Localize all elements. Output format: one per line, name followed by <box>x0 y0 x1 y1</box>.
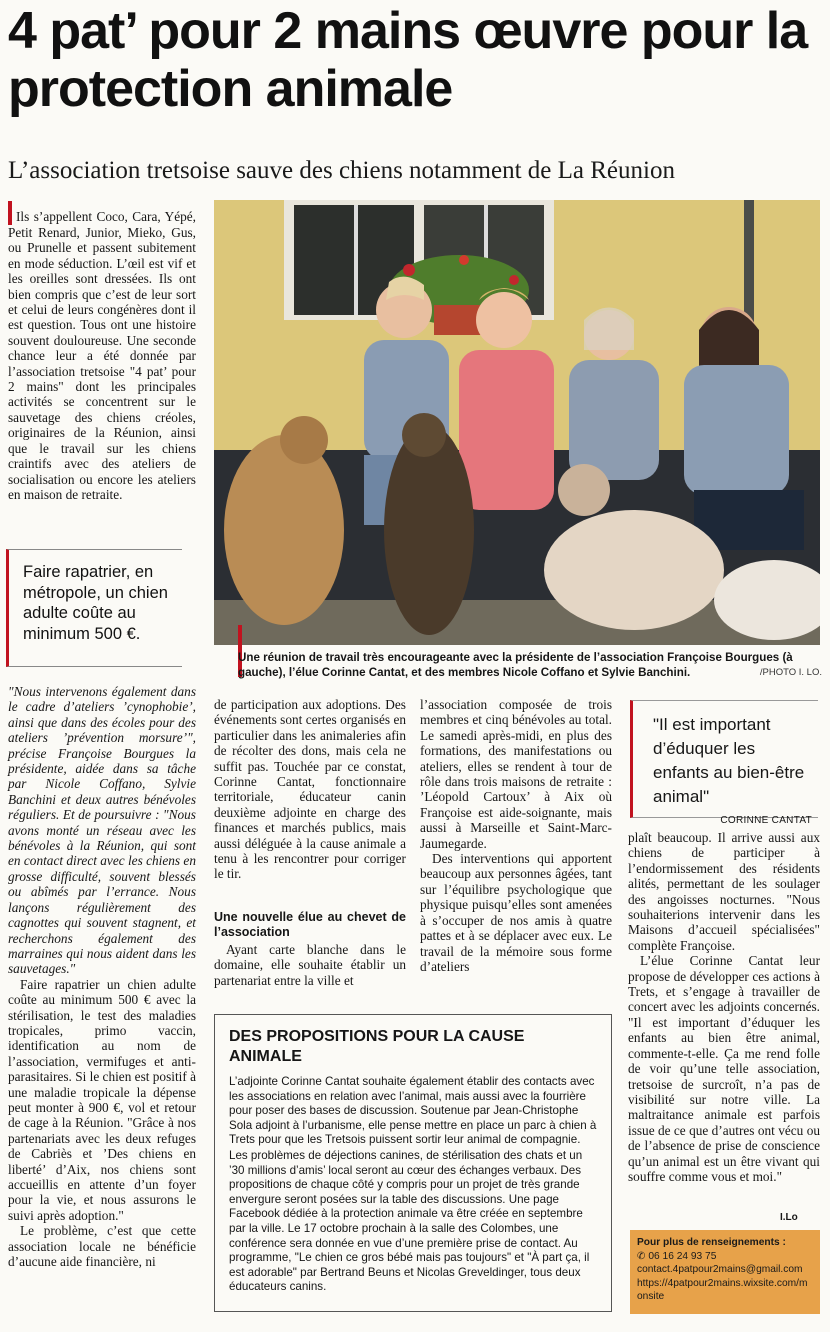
col2-paragraph-2: Ayant carte blanche dans le domaine, elle souhaite établir un partenariat entre la ville et <box>214 941 406 988</box>
section-subtitle: Une nouvelle élue au chevet de l’association <box>214 909 406 939</box>
col3-paragraph-2: Des interventions qui apportent beaucoup aux personnes âgées, tant sur l’équilibre psychologique que physique puisqu’elles sont amenées à s’occuper de nos amis à quatre pattes et à se déplacer avec eux. Le travail de la mémoire sous forme d’ateliers <box>420 851 612 974</box>
col4-paragraph-2: L’élue Corinne Cantat leur propose de développer ces actions à Trets, et s’engage à travailler de concert avec les adjoints concernés. "Il est important d’éduquer les enfants au bien être animal, commente-t-elle. Ça me rend folle de voir qu’une telle association, tretsoise de surcroît, n’a pas de visibilité sur notre ville. La maltraitance animale est parfois issue de ce que d’autres ont vécu ou de l’absence de prise de conscience qu’un animal est un être vivant qui souffre comme vous et moi." <box>628 953 820 1184</box>
contact-info-box <box>630 1230 820 1314</box>
photo-credit: /PHOTO I. LO. <box>759 667 822 678</box>
author-signature: I.Lo <box>780 1212 798 1223</box>
intro-column <box>8 201 196 502</box>
pull-quote-right <box>630 700 818 826</box>
column-3 <box>420 697 612 974</box>
box-paragraph-2: Les problèmes de déjections canines, de stérilisation des chats et un ’30 millions d’amis’ local seront au cœur des échanges verbaux. Des propositions de chaque côté y compris pour un projet de très grande envergure seront posées sur la table des discussions. Une page Facebook dédiée à la protection animale va être créée en septembre par la ville. Le 17 octobre prochain à la salle des Colombes, une conférence sera donnée en vue d’une première prise de contact. Au programme, "Le chien ce gros bébé mais pas toujours" et "À part ça, il est adorable" par Bertrand Beuns et Nicolas Greveldinger, tous deux éducateurs canins. <box>229 1148 590 1294</box>
subheadline: L’association tretsoise sauve des chiens notamment de La Réunion <box>8 157 675 184</box>
contact-website[interactable]: https://4patpour2mains.wixsite.com/monsite <box>637 1277 808 1302</box>
caption-text: Une réunion de travail très encourageante avec la présidente de l’association Françoise Bourgues (à gauche), l’élue Corinne Cantat, et des membres Nicole Coffano et Sylvie Banchini. <box>238 651 793 679</box>
column-1 <box>8 684 196 1269</box>
pull-quote-author: CORINNE CANTAT <box>720 815 812 826</box>
col1-paragraph-3: Le problème, c’est que cette association locale ne bénéficie d’aucune aide financière, ni <box>8 1223 196 1270</box>
contact-info-title: Pour plus de renseignements : <box>637 1237 786 1248</box>
pull-quote-right-text: "Il est important d’éduquer les enfants au bien-être animal" <box>653 715 805 806</box>
photo-caption <box>238 650 822 680</box>
column-2 <box>214 697 406 988</box>
photo-illustration <box>214 200 820 645</box>
phone-icon: ✆ <box>637 1250 649 1262</box>
column-4 <box>628 830 820 1184</box>
contact-phone[interactable]: 06 16 24 93 75 <box>648 1250 717 1262</box>
col1-paragraph-2: Faire rapatrier un chien adulte coûte au minimum 500 € avec la stérilisation, le test des maladies tropicales, primo vaccin, identification au nom de l’association, vermifuges et anti-parasitaires. Si le chien est positif à une maladie tropicale la dépense peut monter à 900 €, vol et retour de cage à la Réunion. "Grâce à nos partenariats avec les deux refuges de Cabriès et ’Des chiens en liberté’ d’Aix, nos chiens sont accueillis en attente d’un foyer pour la vie, et nous assurons le suivi après adoption." <box>8 976 196 1223</box>
sidebar-box <box>214 1014 612 1312</box>
pull-quote-left-text: Faire rapatrier, en métropole, un chien adulte coûte au minimum 500 €. <box>23 563 168 643</box>
headline: 4 pat’ pour 2 mains œuvre pour la protection animale <box>8 2 808 118</box>
col2-paragraph-1: de participation aux adoptions. Des événements sont certes organisés en particulier dans les animaleries afin de récolter des dons, mais cela ne suffit pas. Touchée par ce constat, Corinne Cantat, fonctionnaire territoriale, éducateur canin deuxième adjointe en charge des finances et marchés publics, mais aussi déléguée à la cause animale a tenu à les rencontrer pour corriger le tir. <box>214 697 406 882</box>
article-photo <box>214 200 820 645</box>
box-paragraph-1: L’adjointe Corinne Cantat souhaite également établir des contacts avec les associations en relation avec l’animal, mais aussi avec la fourrière pour poser des bases de discussion. Soutenue par Jean-Christophe Sola adjoint à l’urbanisme, elle pense mettre en place un parc à chien à Trets pour que les Tretsois puissent sortir leur animal de compagnie. <box>229 1075 597 1147</box>
box-title: DES PROPOSITIONS POUR LA CAUSE ANIMALE <box>229 1028 525 1065</box>
red-accent-bar <box>8 201 12 225</box>
pull-quote-left <box>6 549 182 667</box>
contact-email[interactable]: contact.4patpour2mains@gmail.com <box>637 1264 803 1275</box>
intro-text: Ils s’appellent Coco, Cara, Yépé, Petit Renard, Junior, Mieko, Gus, ou Prunelle et passent subitement en mode séduction. L’œil est vif et les oreilles sont dressées. Ils ont bien compris que c’est de leur sort et celui de leurs congénères dont il est question. Tous ont une histoire souvent douloureuse. Une seconde chance leur a été donnée par l’association tretsoise "4 pat’ pour 2 mains" dont les principales activités se concentrent sur le sauvetage des chiens créoles, originaires de la Réunion, ainsi que le travail sur les chiens craintifs avec des ateliers de socialisation ou encore les ateliers en maison de retraite. <box>8 209 196 502</box>
col3-paragraph-1: l’association composée de trois membres et cinq bénévoles au total. Le samedi après-midi, en plus des formations, des manifestations ou ateliers, elles se rendent à tour de rôle dans trois maisons de retraite : ’Léopold Cartoux’ à Aix où Françoise est aide-soignante, mais aussi à Marseille et Saint-Marc-Jaumegarde. <box>420 697 612 851</box>
col4-paragraph-1: plaît beaucoup. Il arrive aussi aux chiens de participer à l’endormissement des résidents alités, permettant de les soulager des angoisses nocturnes. "Nous souhaiterions intervenir dans les Maisons d’accueil spécialisées" complète Françoise. <box>628 830 820 953</box>
col1-paragraph-1: "Nous intervenons également dans le cadre d’ateliers ’cynophobie’, ainsi que dans des écoles pour des ateliers ’prévention morsure’", précise Françoise Bourgues la présidente, aidée dans sa tâche par Nicole Coffano, Sylvie Banchini et deux autres bénévoles réguliers. Et de poursuivre : "Nous avons monté un réseau avec les bénévoles à la Réunion, qui sont en contact direct avec les chiens en grosse difficulté, souvent blessés ou abîmés par l’errance. Nous lançons régulièrement des cagnottes qui souvent stagnent, et recherchons également des marraines qui nous aident dans les sauvetages." <box>8 684 196 977</box>
